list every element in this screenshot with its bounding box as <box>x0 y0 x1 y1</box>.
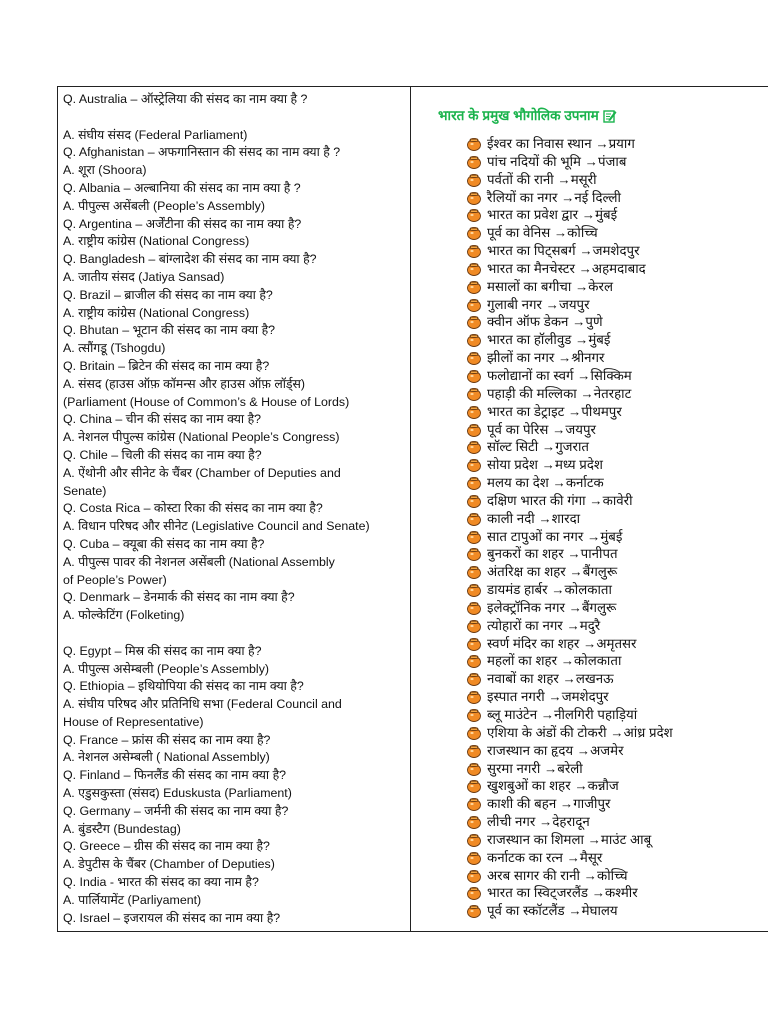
nickname-item <box>466 456 766 474</box>
pot-icon <box>466 868 482 885</box>
nickname-text: दक्षिण भारत की गंगा →कावेरी <box>487 492 633 508</box>
answer-line: A. शूरा (Shoora) <box>63 163 147 178</box>
nickname-item <box>466 385 766 403</box>
pot-icon <box>466 225 482 242</box>
nickname-text: काली नदी →शारदा <box>487 510 581 526</box>
nickname-text: भारत का डेट्राइट →पीथमपुर <box>487 403 622 419</box>
nickname-text: भारत का प्रवेश द्वार →मुंबई <box>487 207 618 223</box>
nickname-item <box>466 474 766 492</box>
nickname-text: स्वर्ण मंदिर का शहर →अमृतसर <box>487 635 637 651</box>
answer-line: A. नेशनल असेम्बली ( National Assembly) <box>63 750 270 765</box>
nickname-text: पूर्व का वेनिस →कोच्चि <box>487 225 598 241</box>
pot-icon <box>466 279 482 296</box>
answer-line: A. त्सौंगडू (Tshogdu) <box>63 341 166 356</box>
question-line: Q. Greece – ग्रीस की संसद का नाम क्या है? <box>63 839 270 854</box>
nickname-item <box>466 777 766 795</box>
answer-line: A. विधान परिषद और सीनेट (Legislative Council and Senate) <box>63 519 370 534</box>
nickname-text: रैलियों का नगर →नई दिल्ली <box>487 189 621 205</box>
column-divider <box>410 87 411 931</box>
pot-icon <box>466 600 482 617</box>
nickname-text: ईश्वर का निवास स्थान →प्रयाग <box>487 136 635 151</box>
nickname-item <box>466 599 766 617</box>
nickname-text: अंतरिक्ष का शहर →बैंगलुरू <box>487 564 618 580</box>
question-line: Q. Australia – ऑस्ट्रेलिया की संसद का नाम क्या है ? <box>63 92 308 106</box>
question-line: Q. Egypt – मिस्र की संसद का नाम क्या है? <box>63 643 262 658</box>
nickname-item <box>466 635 766 653</box>
pot-icon <box>466 172 482 189</box>
nickname-item <box>466 296 766 314</box>
nickname-text: पहाड़ी की मल्लिका →नेतरहाट <box>487 385 632 401</box>
pot-icon <box>466 368 482 385</box>
pot-icon <box>466 653 482 670</box>
answer-line: (Parliament (House of Common’s & House of Lords) <box>63 394 350 409</box>
nickname-text: भारत का स्विट्जरलैंड →कश्मीर <box>487 885 638 901</box>
nickname-item <box>466 581 766 599</box>
pot-icon <box>466 564 482 581</box>
nickname-item <box>466 153 766 171</box>
pot-icon <box>466 707 482 724</box>
pot-icon <box>466 243 482 260</box>
nickname-item <box>466 795 766 813</box>
pot-icon <box>466 386 482 403</box>
nickname-text: सुरमा नगरी →बरेली <box>487 760 583 776</box>
nickname-text: मसालों का बगीचा →केरल <box>487 278 613 294</box>
answer-line: Senate) <box>63 483 107 498</box>
pot-icon <box>466 332 482 349</box>
nickname-text: मलय का देश →कर्नाटक <box>487 475 604 491</box>
answer-line: A. फोल्केटिंग (Folketing) <box>63 608 185 623</box>
pot-icon <box>466 546 482 563</box>
nickname-text: महलों का शहर →कोलकाता <box>487 653 622 669</box>
nickname-text: कर्नाटक का रत्न →मैसूर <box>487 849 603 865</box>
nickname-item <box>466 135 766 153</box>
pot-icon <box>466 814 482 831</box>
nickname-item <box>466 831 766 849</box>
question-line: Q. Bangladesh – बांग्लादेश की संसद का नाम क्या है? <box>63 252 317 267</box>
pot-icon <box>466 136 482 153</box>
nicknames-heading-text: भारत के प्रमुख भौगोलिक उपनाम <box>438 108 599 123</box>
nickname-item <box>466 331 766 349</box>
nickname-item <box>466 849 766 867</box>
pot-icon <box>466 885 482 902</box>
answer-line: A. पीपुल्स असेम्बली (People’s Assembly) <box>63 661 270 676</box>
pot-icon <box>466 439 482 456</box>
pot-icon <box>466 689 482 706</box>
pot-icon <box>466 850 482 867</box>
answer-line: of People’s Power) <box>63 572 167 587</box>
nickname-text: त्योहारों का नगर →मदुरै <box>487 617 601 633</box>
nickname-text: खुशबुओं का शहर →कन्नौज <box>487 778 619 794</box>
nicknames-heading <box>438 105 617 126</box>
nickname-item <box>466 278 766 296</box>
pot-icon <box>466 207 482 224</box>
pot-icon <box>466 404 482 421</box>
question-line: Q. Germany – जर्मनी की संसद का नाम क्या है? <box>63 803 289 818</box>
note-edit-icon <box>603 109 617 126</box>
nickname-item <box>466 367 766 385</box>
nickname-item <box>466 760 766 778</box>
pot-icon <box>466 261 482 278</box>
nickname-text: अरब सागर की रानी →कोच्चि <box>487 867 628 883</box>
pot-icon <box>466 743 482 760</box>
question-line: Q. Ethiopia – इथियोपिया की संसद का नाम क्या है? <box>63 679 304 694</box>
nickname-text: डायमंड हार्बर →कोलकाता <box>487 582 612 598</box>
answer-line: A. जातीय संसद (Jatiya Sansad) <box>63 269 225 284</box>
pot-icon <box>466 725 482 742</box>
pot-icon <box>466 796 482 813</box>
pot-icon <box>466 529 482 546</box>
nickname-text: भारत का हॉलीवुड →मुंबई <box>487 332 611 348</box>
nickname-item <box>466 510 766 528</box>
question-line: Q. Israel – इजरायल की संसद का नाम क्या है? <box>63 910 281 925</box>
nickname-item <box>466 492 766 510</box>
nickname-item <box>466 813 766 831</box>
nicknames-list <box>466 135 766 920</box>
nickname-text: सोया प्रदेश →मध्य प्रदेश <box>487 457 603 473</box>
question-line: Q. Denmark – डेनमार्क की संसद का नाम क्या है? <box>63 590 295 605</box>
answer-line: A. पार्लियामेंट (Parliyament) <box>63 892 202 907</box>
question-line: Q. India - भारत की संसद का क्या नाम है? <box>63 875 259 890</box>
pot-icon <box>466 457 482 474</box>
nickname-text: सॉल्ट सिटी →गुजरात <box>487 439 590 455</box>
answer-line: A. नेशनल पीपुल्स कांग्रेस (National People’s Congress) <box>63 430 340 445</box>
answer-line: A. पीपुल्स असेंबली (People’s Assembly) <box>63 198 265 213</box>
nickname-item <box>466 242 766 260</box>
nickname-text: राजस्थान का हृदय →अजमेर <box>487 742 624 758</box>
content-table <box>57 86 768 932</box>
nickname-text: गुलाबी नगर →जयपुर <box>487 296 590 312</box>
nickname-item <box>466 617 766 635</box>
nickname-item <box>466 260 766 278</box>
nickname-item <box>466 688 766 706</box>
blank-line <box>63 625 405 643</box>
nickname-item <box>466 313 766 331</box>
pot-icon <box>466 350 482 367</box>
pot-icon <box>466 636 482 653</box>
nickname-item <box>466 742 766 760</box>
nickname-text: भारत का मैनचेस्टर →अहमदाबाद <box>487 260 646 276</box>
nickname-item <box>466 438 766 456</box>
nickname-text: राजस्थान का शिमला →माउंट आबू <box>487 831 652 847</box>
answer-line: A. ऐंथोनी और सीनेट के चैंबर (Chamber of Deputies and <box>63 465 341 480</box>
parliament-qa-column <box>63 91 405 927</box>
pot-icon <box>466 314 482 331</box>
nickname-item <box>466 652 766 670</box>
nickname-text: भारत का पिट्सबर्ग →जमशेदपुर <box>487 243 640 259</box>
question-line: Q. Afghanistan – अफगानिस्तान की संसद का नाम क्या है ? <box>63 145 341 160</box>
pot-icon <box>466 493 482 510</box>
nickname-item <box>466 724 766 742</box>
pot-icon <box>466 190 482 207</box>
question-line: Q. Albania – अल्बानिया की संसद का नाम क्या है ? <box>63 180 301 195</box>
nickname-text: झीलों का नगर →श्रीनगर <box>487 350 605 366</box>
nickname-text: ब्लू माउंटेन →नीलगिरी पहाड़ियां <box>487 707 638 722</box>
pot-icon <box>466 422 482 439</box>
nickname-text: बुनकरों का शहर →पानीपत <box>487 546 618 562</box>
question-line: Q. France – फ्रांस की संसद का नाम क्या है? <box>63 732 271 747</box>
pot-icon <box>466 832 482 849</box>
answer-line: A. बुंडस्टैग (Bundestag) <box>63 821 181 836</box>
nickname-item <box>466 545 766 563</box>
pot-icon <box>466 582 482 599</box>
nickname-text: पांच नदियों की भूमि →पंजाब <box>487 153 627 169</box>
nickname-item <box>466 902 766 920</box>
pot-icon <box>466 511 482 528</box>
question-line: Q. Cuba – क्यूबा की संसद का नाम क्या है? <box>63 536 265 551</box>
nickname-item <box>466 349 766 367</box>
nickname-text: नवाबों का शहर →लखनऊ <box>487 671 614 687</box>
nickname-item <box>466 563 766 581</box>
nickname-text: इस्पात नगरी →जमशेदपुर <box>487 689 609 705</box>
answer-line: A. राष्ट्रीय कांग्रेस (National Congress) <box>63 305 250 320</box>
nickname-item <box>466 884 766 902</box>
answer-line: A. संघीय संसद (Federal Parliament) <box>63 127 248 142</box>
geographic-nicknames-column <box>418 87 768 931</box>
answer-line: A. एडुसकुस्ता (संसद) Eduskusta (Parliament) <box>63 786 292 801</box>
nickname-text: पूर्व का स्कॉटलैंड →मेघालय <box>487 903 618 919</box>
nickname-text: एशिया के अंडों की टोकरी →आंध्र प्रदेश <box>487 724 673 740</box>
question-line: Q. Bhutan – भूटान की संसद का नाम क्या है? <box>63 323 276 338</box>
answer-line: A. पीपुल्स पावर की नेशनल असेंबली (National Assembly <box>63 554 335 569</box>
nickname-text: काशी की बहन →गाजीपुर <box>487 796 611 812</box>
nickname-item <box>466 224 766 242</box>
pot-icon <box>466 475 482 492</box>
question-line: Q. Costa Rica – कोस्टा रिका की संसद का नाम क्या है? <box>63 501 323 516</box>
answer-line: A. संघीय परिषद और प्रतिनिधि सभा (Federal Council and <box>63 697 342 712</box>
blank-line <box>63 109 405 127</box>
question-line: Q. Argentina – अर्जेंटीना की संसद का नाम क्या है? <box>63 216 302 231</box>
nickname-text: लीची नगर →देहरादून <box>487 814 590 830</box>
pot-icon <box>466 761 482 778</box>
question-line: Q. Chile – चिली की संसद का नाम क्या है? <box>63 447 262 462</box>
answer-line: A. राष्ट्रीय कांग्रेस (National Congress) <box>63 234 250 249</box>
nickname-item <box>466 706 766 724</box>
pot-icon <box>466 154 482 171</box>
nickname-text: पूर्व का पेरिस →जयपुर <box>487 421 596 437</box>
nickname-item <box>466 189 766 207</box>
pot-icon <box>466 903 482 920</box>
nickname-text: सात टापुओं का नगर →मुंबई <box>487 528 623 544</box>
pot-icon <box>466 618 482 635</box>
answer-line: House of Representative) <box>63 714 204 729</box>
nickname-text: इलेक्ट्रॉनिक नगर →बैंगलुरू <box>487 599 617 615</box>
question-line: Q. China – चीन की संसद का नाम क्या है? <box>63 412 262 427</box>
pot-icon <box>466 778 482 795</box>
nickname-item <box>466 206 766 224</box>
question-line: Q. Finland – फिनलैंड की संसद का नाम क्या है? <box>63 768 287 783</box>
nickname-item <box>466 670 766 688</box>
question-line: Q. Brazil – ब्राजील की संसद का नाम क्या है? <box>63 287 273 302</box>
nickname-text: फलोद्यानों का स्वर्ग →सिक्किम <box>487 367 632 383</box>
nickname-item <box>466 528 766 546</box>
question-line: Q. Britain – ब्रिटेन की संसद का नाम क्या है? <box>63 358 270 373</box>
nickname-text: क्वीन ऑफ डेकन →पुणे <box>487 314 603 330</box>
answer-line: A. डेपुटीस के चैंबर (Chamber of Deputies) <box>63 857 275 872</box>
answer-line: A. संसद (हाउस ऑफ़ कॉमन्स और हाउस ऑफ़ लॉर्ड्स) <box>63 376 306 391</box>
pot-icon <box>466 671 482 688</box>
nickname-text: पर्वतों की रानी →मसूरी <box>487 171 597 187</box>
nickname-item <box>466 171 766 189</box>
nickname-item <box>466 421 766 439</box>
nickname-item <box>466 867 766 885</box>
pot-icon <box>466 297 482 314</box>
nickname-item <box>466 403 766 421</box>
